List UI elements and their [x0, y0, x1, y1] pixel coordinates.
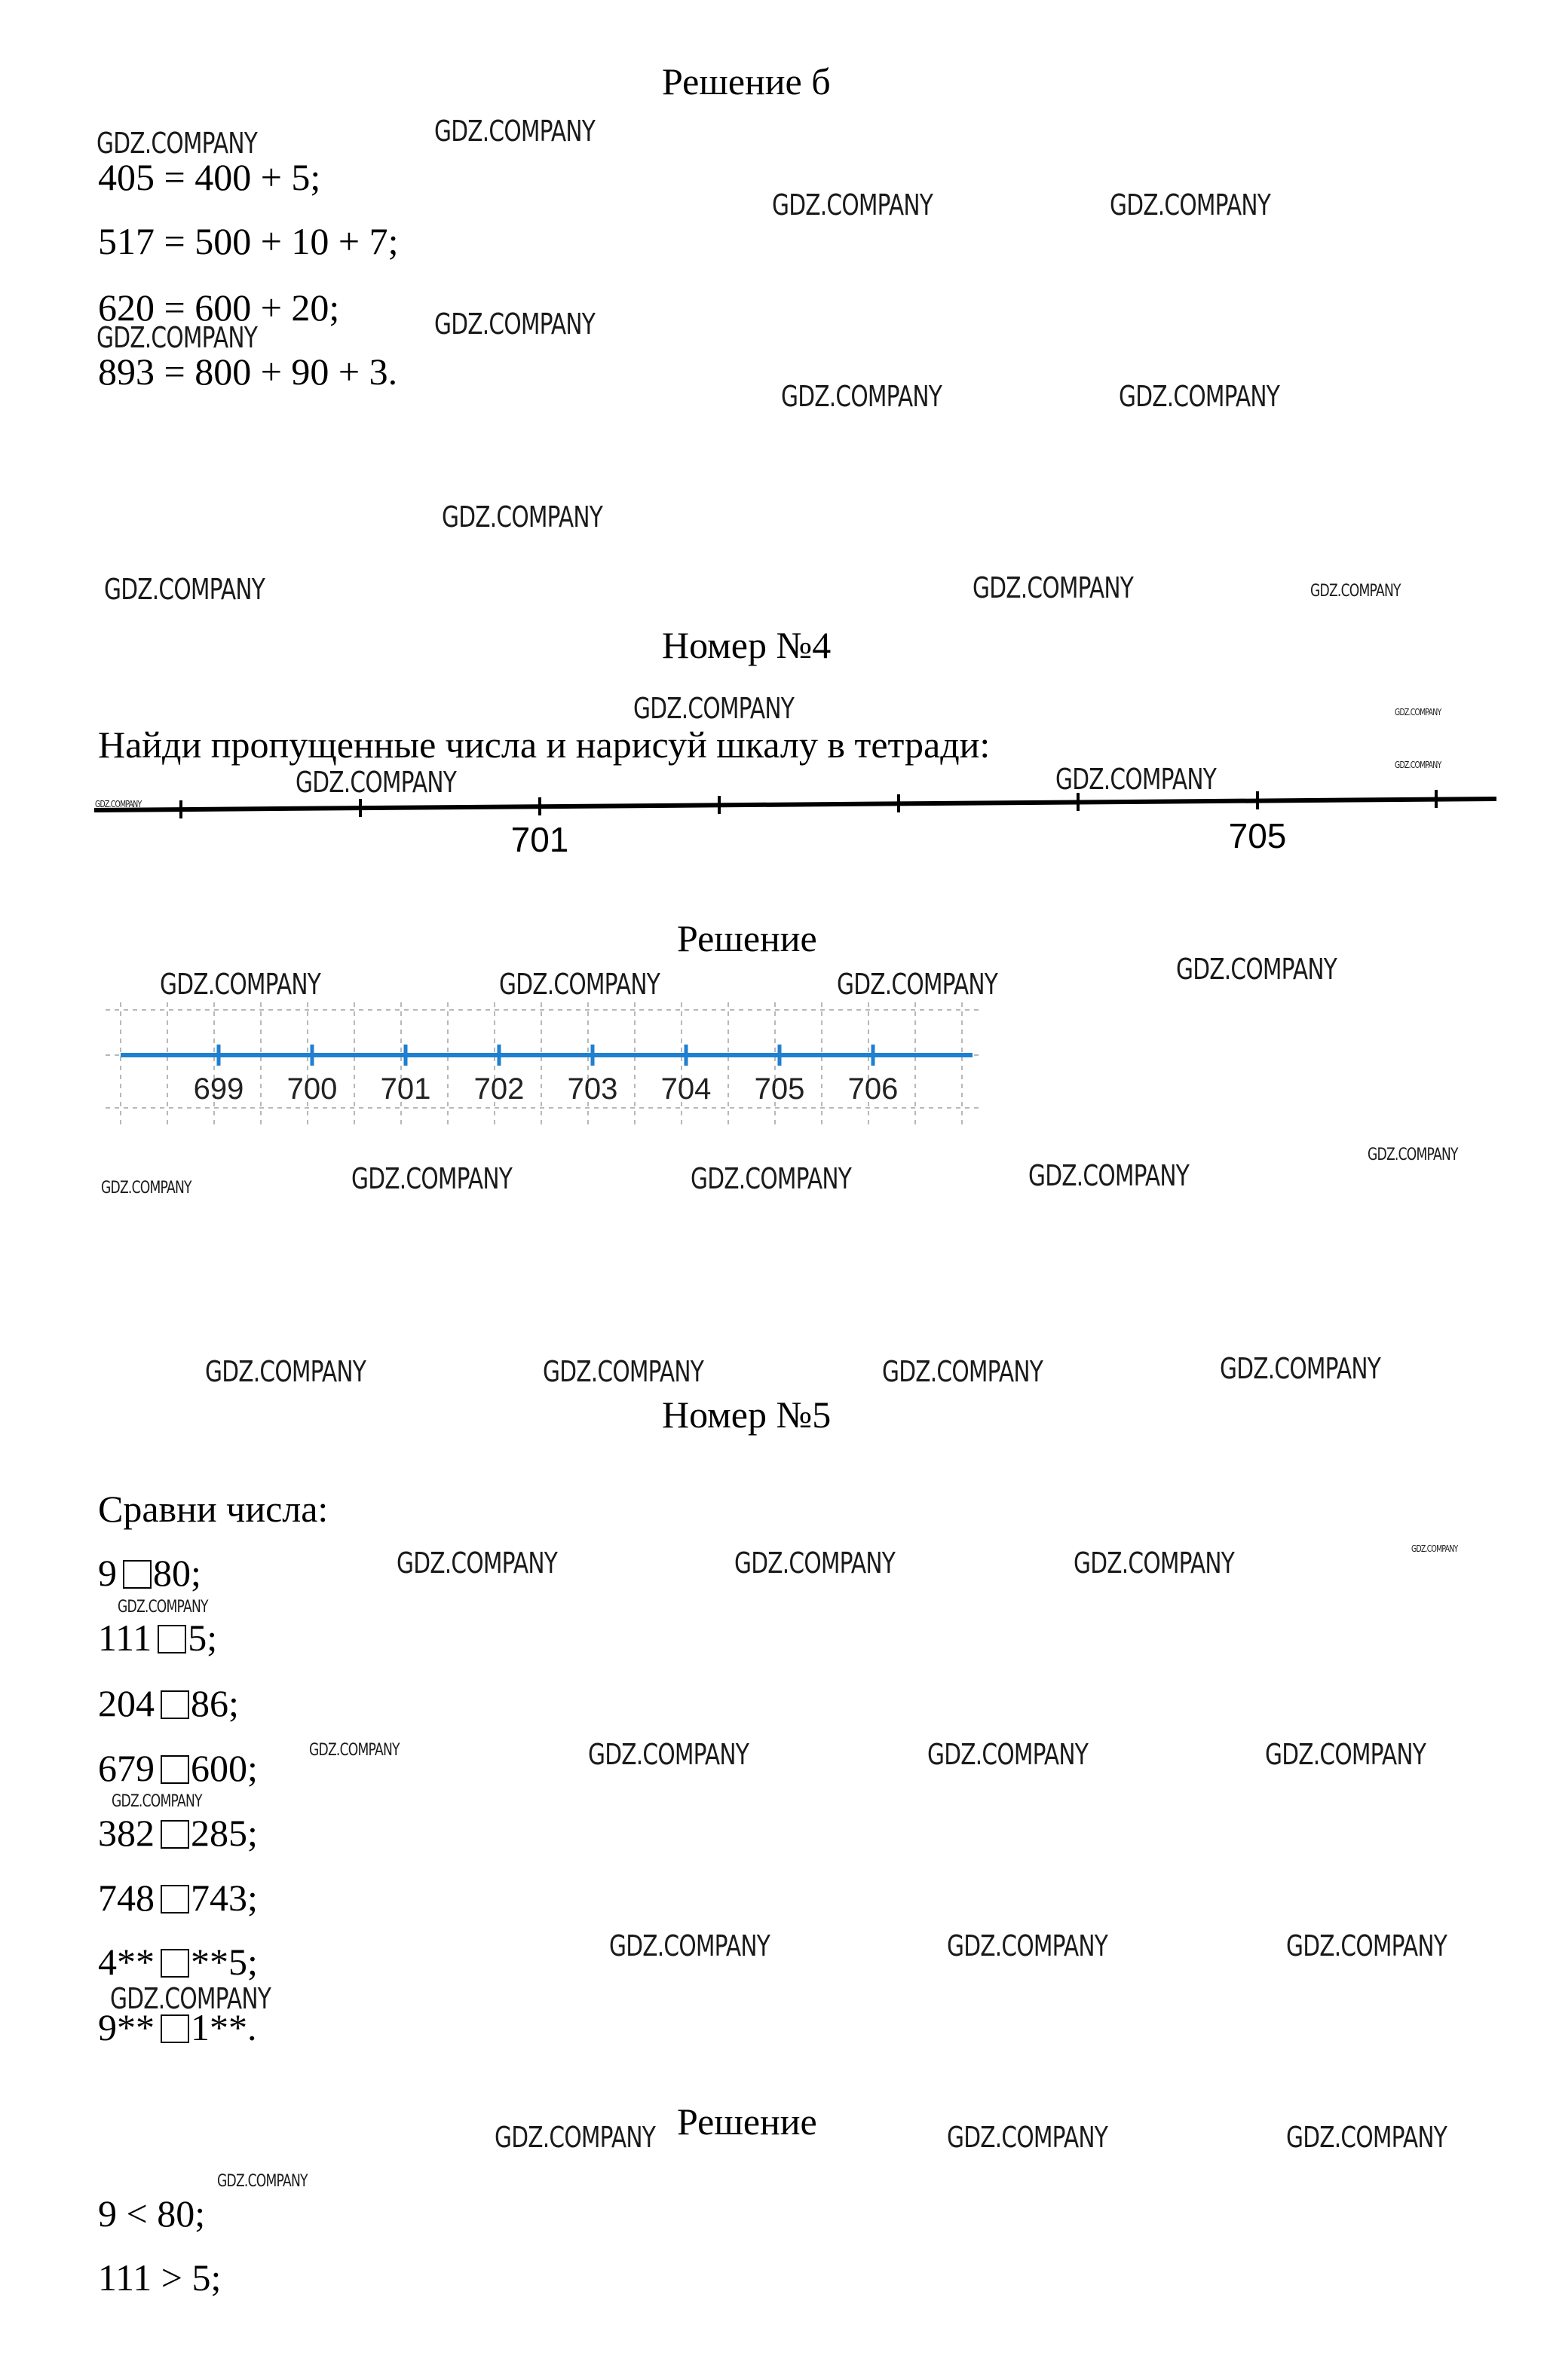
watermark: GDZ.COMPANY	[947, 1929, 1108, 1962]
watermark: GDZ.COMPANY	[118, 1598, 208, 1617]
compare-box	[161, 1949, 189, 1978]
watermark: GDZ.COMPANY	[110, 1982, 271, 2015]
watermark: GDZ.COMPANY	[609, 1929, 770, 1962]
watermark: GDZ.COMPANY	[1176, 953, 1337, 986]
watermark: GDZ.COMPANY	[734, 1546, 896, 1580]
watermark: GDZ.COMPANY	[588, 1738, 749, 1771]
watermark: GDZ.COMPANY	[1411, 1543, 1458, 1554]
task-4-heading: Номер №4	[662, 624, 832, 666]
scale-label: 702	[473, 1072, 525, 1106]
watermark: GDZ.COMPANY	[691, 1162, 852, 1195]
watermark: GDZ.COMPANY	[495, 2121, 656, 2154]
compare-box	[161, 1755, 189, 1784]
scale-label-701: 701	[510, 820, 569, 859]
compare-right: 285;	[191, 1812, 258, 1854]
answer-line-2: 111 > 5;	[98, 2256, 222, 2299]
watermark: GDZ.COMPANY	[296, 766, 457, 799]
compare-left: 9**	[98, 2006, 155, 2048]
watermark: GDZ.COMPANY	[633, 692, 795, 725]
compare-right: 86;	[191, 1682, 239, 1724]
watermark: GDZ.COMPANY	[1220, 1352, 1381, 1385]
watermark: GDZ.COMPANY	[101, 1179, 191, 1198]
watermark: GDZ.COMPANY	[973, 571, 1134, 604]
watermark: GDZ.COMPANY	[96, 127, 258, 160]
compare-item	[98, 1681, 239, 1726]
task-5-solution-heading: Решение	[677, 2100, 817, 2143]
watermark: GDZ.COMPANY	[1028, 1159, 1190, 1192]
task-5-heading: Номер №5	[662, 1393, 832, 1436]
compare-left: 204	[98, 1682, 155, 1724]
watermark: GDZ.COMPANY	[205, 1355, 366, 1388]
watermark: GDZ.COMPANY	[781, 380, 942, 413]
watermark: GDZ.COMPANY	[1395, 707, 1441, 717]
watermark: GDZ.COMPANY	[927, 1738, 1089, 1771]
task-scale-line	[94, 799, 1496, 810]
compare-box	[161, 1690, 189, 1719]
compare-left: 748	[98, 1877, 155, 1919]
watermark: GDZ.COMPANY	[1286, 1929, 1447, 1962]
watermark: GDZ.COMPANY	[104, 573, 265, 606]
compare-item	[98, 1810, 258, 1855]
decomposition-line-3: 620 = 600 + 20;	[98, 286, 340, 329]
compare-item	[98, 1745, 258, 1791]
compare-right: **5;	[191, 1941, 258, 1983]
task-4-solution-heading: Решение	[677, 917, 817, 959]
decomposition-line-4: 893 = 800 + 90 + 3.	[98, 350, 398, 393]
watermark: GDZ.COMPANY	[1368, 1146, 1458, 1164]
scale-label: 701	[380, 1072, 431, 1106]
watermark: GDZ.COMPANY	[543, 1355, 704, 1388]
watermark: GDZ.COMPANY	[499, 968, 660, 1001]
compare-item	[98, 1875, 258, 1920]
task-5-prompt: Сравни числа:	[98, 1488, 329, 1530]
compare-right: 5;	[188, 1617, 218, 1659]
compare-left: 382	[98, 1812, 155, 1854]
compare-box	[158, 1625, 186, 1653]
scale-label-705: 705	[1228, 816, 1287, 855]
watermark: GDZ.COMPANY	[351, 1162, 513, 1195]
scale-label: 706	[847, 1072, 899, 1106]
watermark: GDZ.COMPANY	[837, 968, 998, 1001]
scale-label: 703	[567, 1072, 618, 1106]
compare-left: 4**	[98, 1941, 155, 1983]
watermark: GDZ.COMPANY	[95, 799, 142, 809]
solution-6-heading: Решение б	[662, 60, 831, 102]
watermark: GDZ.COMPANY	[434, 115, 596, 148]
solution-scale-figure	[98, 1002, 988, 1130]
decomposition-line-1: 405 = 400 + 5;	[98, 156, 321, 198]
watermark: GDZ.COMPANY	[1074, 1546, 1235, 1580]
compare-item	[98, 1615, 217, 1660]
decomposition-line-2: 517 = 500 + 10 + 7;	[98, 220, 399, 262]
watermark: GDZ.COMPANY	[434, 307, 596, 341]
watermark: GDZ.COMPANY	[112, 1792, 202, 1811]
watermark: GDZ.COMPANY	[442, 500, 603, 534]
compare-right: 743;	[191, 1877, 258, 1919]
compare-box	[123, 1560, 152, 1589]
watermark: GDZ.COMPANY	[397, 1546, 558, 1580]
answer-line-1: 9 < 80;	[98, 2192, 206, 2235]
watermark: GDZ.COMPANY	[96, 321, 258, 354]
watermark: GDZ.COMPANY	[1265, 1738, 1426, 1771]
watermark: GDZ.COMPANY	[1110, 188, 1271, 222]
grid	[106, 1002, 980, 1127]
watermark: GDZ.COMPANY	[1395, 760, 1441, 770]
watermark: GDZ.COMPANY	[1055, 763, 1217, 796]
compare-right: 80;	[153, 1552, 201, 1594]
task-4-prompt: Найди пропущенные числа и нарисуй шкалу в тетради:	[98, 723, 991, 766]
watermark: GDZ.COMPANY	[217, 2172, 308, 2191]
compare-item	[98, 1550, 201, 1595]
scale-label: 699	[193, 1072, 244, 1106]
compare-right: 600;	[191, 1747, 258, 1789]
compare-item	[98, 1939, 258, 1984]
watermark: GDZ.COMPANY	[160, 968, 321, 1001]
watermark: GDZ.COMPANY	[947, 2121, 1108, 2154]
compare-right: 1**.	[191, 2006, 257, 2048]
watermark: GDZ.COMPANY	[772, 188, 933, 222]
scale-label: 704	[660, 1072, 712, 1106]
watermark: GDZ.COMPANY	[1286, 2121, 1447, 2154]
watermark: GDZ.COMPANY	[882, 1355, 1043, 1388]
compare-box	[161, 2014, 189, 2043]
watermark: GDZ.COMPANY	[309, 1741, 400, 1760]
watermark: GDZ.COMPANY	[1310, 582, 1401, 601]
scale-label: 705	[754, 1072, 805, 1106]
compare-left: 9	[98, 1552, 117, 1594]
compare-box	[161, 1820, 189, 1849]
compare-left: 111	[98, 1617, 152, 1659]
watermark: GDZ.COMPANY	[1119, 380, 1280, 413]
compare-left: 679	[98, 1747, 155, 1789]
scale-label: 700	[286, 1072, 338, 1106]
compare-box	[161, 1885, 189, 1913]
